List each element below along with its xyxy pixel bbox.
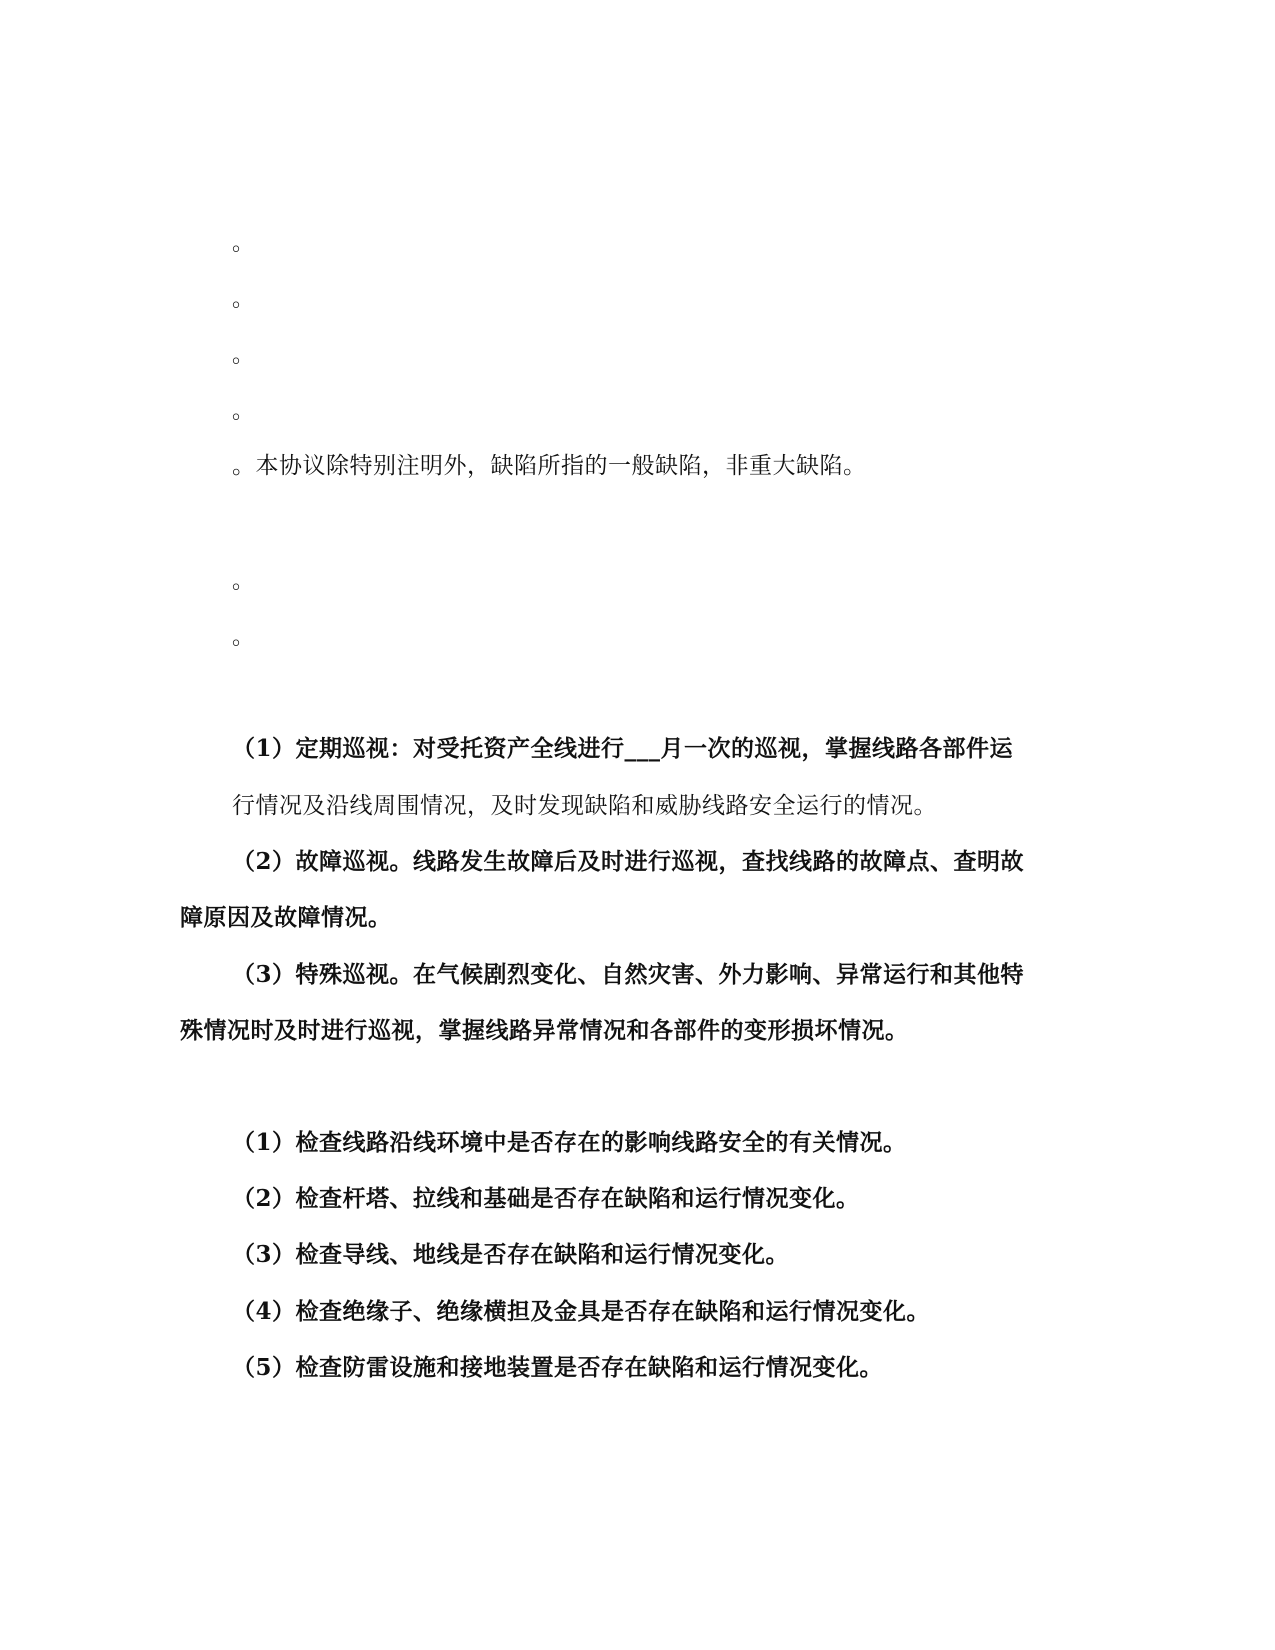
list-item-dot: 。 xyxy=(232,343,255,368)
list-item-dot: 。 xyxy=(232,625,255,650)
patrol-fault-line1: （2）故障巡视。线路发生故障后及时进行巡视，查找线路的故障点、查明故 xyxy=(232,848,1025,875)
patrol-periodic-line1: （1）定期巡视：对受托资产全线进行___月一次的巡视，掌握线路各部件运 xyxy=(232,735,1014,762)
check-item: （3）检查导线、地线是否存在缺陷和运行情况变化。 xyxy=(232,1241,790,1268)
patrol-special-line2: 殊情况时及时进行巡视，掌握线路异常情况和各部件的变形损坏情况。 xyxy=(180,1017,909,1044)
defect-note: 。本协议除特别注明外，缺陷所指的一般缺陷，非重大缺陷。 xyxy=(232,453,867,479)
check-item: （1）检查线路沿线环境中是否存在的影响线路安全的有关情况。 xyxy=(232,1129,907,1156)
list-item-dot: 。 xyxy=(232,569,255,594)
check-item: （2）检查杆塔、拉线和基础是否存在缺陷和运行情况变化。 xyxy=(232,1185,860,1212)
patrol-special-line1: （3）特殊巡视。在气候剧烈变化、自然灾害、外力影响、异常运行和其他特 xyxy=(232,961,1025,988)
check-item: （5）检查防雷设施和接地装置是否存在缺陷和运行情况变化。 xyxy=(232,1354,884,1381)
check-item: （4）检查绝缘子、绝缘横担及金具是否存在缺陷和运行情况变化。 xyxy=(232,1298,931,1325)
patrol-fault-line2: 障原因及故障情况。 xyxy=(180,904,392,931)
list-item-dot: 。 xyxy=(232,231,255,256)
patrol-periodic-line2: 行情况及沿线周围情况，及时发现缺陷和威胁线路安全运行的情况。 xyxy=(232,793,937,819)
list-item-dot: 。 xyxy=(232,287,255,312)
list-item-dot: 。 xyxy=(232,399,255,424)
